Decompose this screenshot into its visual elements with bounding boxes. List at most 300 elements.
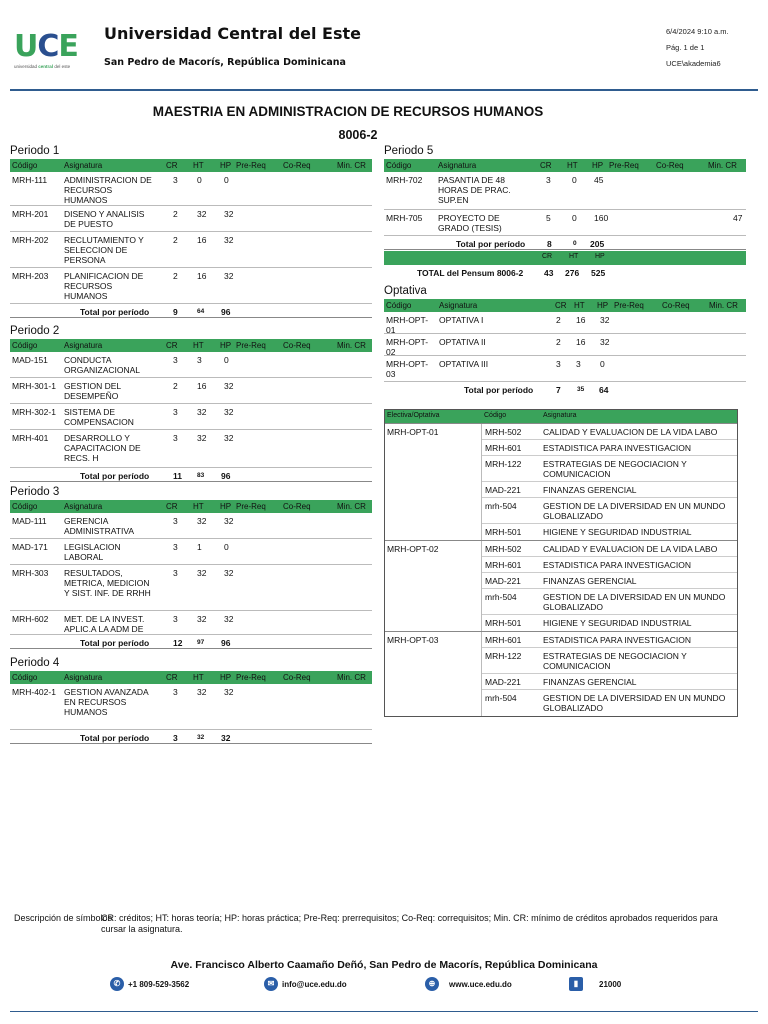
period-1-header [10,159,372,172]
course-subject: LEGISLACION LABORAL [64,542,121,562]
course-row[interactable] [10,565,372,611]
course-cr: 3 [173,687,178,697]
optativa-title: Optativa [384,285,427,297]
electiva-row[interactable] [482,632,737,648]
optativa-cr: 2 [556,315,561,325]
course-code: MRH-303 [12,568,49,578]
optativa-subject: OPTATIVA III [439,359,489,369]
course-ht: 32 [197,614,207,624]
print-datetime: 6/4/2024 9:10 a.m. [666,27,729,36]
optativa-cr: 2 [556,337,561,347]
total-label: Total por período [80,733,150,743]
electivas-body [385,423,737,716]
total-label: Total por período [80,471,150,481]
course-cr: 2 [173,381,178,391]
course-ht: 16 [197,271,207,281]
period-5-header-subject: Asignatura [438,161,477,170]
course-min-cr: 47 [733,213,743,223]
optativa-block [384,283,746,396]
course-ht: 32 [197,687,207,697]
optativa-hp: 0 [600,359,605,369]
period-1-header-code: Código [12,161,38,170]
course-code: MAD-151 [12,355,48,365]
electiva-row[interactable] [482,648,737,674]
pensum-total-cr: 43 [544,268,554,278]
mailbox-icon: ▮ [569,977,583,991]
course-row[interactable] [10,268,372,304]
electiva-code: MAD-221 [485,677,521,687]
course-subject: RECLUTAMIENTO Y SELECCION DE PERSONA [64,235,144,265]
course-hp: 32 [224,407,234,417]
phone-text: +1 809-529-3562 [128,979,190,989]
total-hp: 96 [221,471,231,481]
period-3-total [10,635,372,649]
electiva-code: MRH-601 [485,443,522,453]
email-text: info@uce.edu.do [282,979,347,989]
course-code: MRH-203 [12,271,49,281]
period-3-header-hp: HP [220,502,232,511]
course-subject: SISTEMA DE COMPENSACION [64,407,134,427]
optativa-row[interactable] [384,312,746,334]
electivas-table [384,409,738,717]
electiva-row[interactable] [482,482,737,498]
course-hp: 32 [224,568,234,578]
course-cr: 3 [173,568,178,578]
course-subject: GESTION DEL DESEMPEÑO [64,381,121,401]
electivas-header-subject: Asignatura [543,412,577,419]
electiva-group [385,423,737,540]
course-ht: 0 [572,213,577,223]
electiva-row[interactable] [482,573,737,589]
electiva-code: mrh-504 [485,592,517,602]
electiva-subject: GESTION DE LA DIVERSIDAD EN UN MUNDO GLOBALIZADO [543,501,726,521]
course-hp: 32 [224,235,234,245]
electiva-code: MAD-221 [485,576,521,586]
electiva-code: MRH-122 [485,651,522,661]
total-label: Total por período [80,307,150,317]
period-5 [384,143,746,250]
course-hp: 32 [224,614,234,624]
period-5-header-ht: HT [567,161,578,170]
course-row[interactable] [10,172,372,206]
course-hp: 32 [224,381,234,391]
total-hp: 64 [599,385,609,395]
electiva-group-items [481,424,737,540]
email-icon: ✉ [264,977,278,991]
period-4-header-hp: HP [220,673,232,682]
course-ht: 32 [197,209,207,219]
total-cr: 7 [556,385,561,395]
electiva-subject: CALIDAD Y EVALUACION DE LA VIDA LABO [543,544,718,554]
course-subject: PROYECTO DE GRADO (TESIS) [438,213,502,233]
optativa-header-min_cr: Min. CR [709,301,738,310]
course-code: MRH-702 [386,175,423,185]
period-3-header-ht: HT [193,502,204,511]
course-code: MRH-302-1 [12,407,56,417]
electiva-code: MAD-221 [485,485,521,495]
course-subject: GERENCIA ADMINISTRATIVA [64,516,135,536]
optativa-header [384,299,746,312]
course-subject: DESARROLLO Y CAPACITACION DE RECS. H [64,433,141,463]
course-ht: 16 [197,381,207,391]
period-2-header-subject: Asignatura [64,341,103,350]
optativa-header-subject: Asignatura [439,301,478,310]
optativa-header-coreq: Co-Req [662,301,690,310]
period-1-title: Periodo 1 [10,145,60,157]
header-rule [10,89,758,91]
electiva-row[interactable] [482,541,737,557]
electiva-subject: GESTION DE LA DIVERSIDAD EN UN MUNDO GLOBALIZADO [543,693,726,713]
pensum-total-label: TOTAL del Pensum 8006-2 [417,268,524,278]
period-1-header-subject: Asignatura [64,161,103,170]
total-ht: 32 [197,734,205,741]
course-row[interactable] [10,430,372,468]
course-subject: RESULTADOS, METRICA, MEDICION Y SIST. INF. DE RRHH [64,568,151,598]
optativa-code: MRH-OPT-02 [386,337,429,357]
course-code: MRH-401 [12,433,49,443]
course-row[interactable] [10,206,372,232]
electiva-code: MRH-501 [485,618,522,628]
electivas-header-group: Electiva/Optativa [387,412,440,419]
period-4-header-cr: CR [166,673,178,682]
electiva-row[interactable] [482,557,737,573]
course-subject: MET. DE LA INVEST. APLIC.A LA ADM DE [64,614,145,634]
course-code: MRH-111 [12,175,48,185]
course-ht: 32 [197,433,207,443]
total-ht: 97 [197,639,205,646]
course-subject: DISENO Y ANALISIS DE PUESTO [64,209,145,229]
period-2-header-coreq: Co-Req [283,341,311,350]
period-2-header-prereq: Pre-Req [236,341,266,350]
course-cr: 3 [546,175,551,185]
optativa-ht: 3 [576,359,581,369]
period-5-header-hp: HP [592,161,604,170]
period-2-header-hp: HP [220,341,232,350]
postal-text: 21000 [599,979,622,989]
optativa-header-ht: HT [574,301,585,310]
course-code: MAD-111 [12,516,47,526]
optativa-code: MRH-OPT-03 [386,359,429,379]
optativa-ht: 16 [576,315,586,325]
total-ht: 83 [197,472,205,479]
optativa-row[interactable] [384,356,746,382]
course-hp: 32 [224,271,234,281]
phone-icon: ✆ [110,977,124,991]
electiva-row[interactable] [482,440,737,456]
period-4-total [10,730,372,744]
course-hp: 32 [224,516,234,526]
uce-logo [14,29,86,76]
course-code: MRH-301-1 [12,381,56,391]
course-code: MRH-202 [12,235,49,245]
period-2-header-code: Código [12,341,38,350]
course-cr: 3 [173,542,178,552]
course-subject: CONDUCTA ORGANIZACIONAL [64,355,141,375]
electiva-subject: ESTRATEGIAS DE NEGOCIACION Y COMUNICACION [543,459,687,479]
course-hp: 0 [224,355,229,365]
period-2-header-ht: HT [193,341,204,350]
course-ht: 32 [197,407,207,417]
optativa-header-hp: HP [597,301,609,310]
course-cr: 3 [173,175,178,185]
electiva-group-items [481,632,737,716]
course-cr: 3 [173,407,178,417]
website-text: www.uce.edu.do [449,979,512,989]
period-3-header-min_cr: Min. CR [337,502,366,511]
optativa-ht: 16 [576,337,586,347]
footer-address: Ave. Francisco Alberto Caamaño Deñó, San Pedro de Macorís, República Dominicana [170,959,598,971]
electiva-row[interactable] [482,498,737,524]
period-4-title: Periodo 4 [10,657,60,669]
course-cr: 2 [173,235,178,245]
legend-text: CR: créditos; HT: horas teoría; HP: horas práctica; Pre-Req: prerrequisitos; Co-Req: correquisitos; Min. CR: mínimo de créditos aprobados requeridos para cursar la asignatura. [101,913,718,934]
period-5-header-cr: CR [540,161,552,170]
period-1-header-coreq: Co-Req [283,161,311,170]
period-1-header-cr: CR [166,161,178,170]
course-code: MRH-705 [386,213,423,223]
period-1-total [10,304,372,318]
period-5-title: Periodo 5 [384,145,434,157]
period-2-header-min_cr: Min. CR [337,341,366,350]
course-code: MAD-171 [12,542,48,552]
electiva-subject: ESTRATEGIAS DE NEGOCIACION Y COMUNICACION [543,651,687,671]
period-4-header-prereq: Pre-Req [236,673,266,682]
course-hp: 0 [224,542,229,552]
total-label: Total por período [456,239,526,249]
legend-label: Descripción de símbolos [14,913,113,923]
total-label: Total por período [80,638,150,648]
course-subject: PASANTIA DE 48 HORAS DE PRAC. SUP.EN [438,175,511,205]
course-row[interactable] [10,684,372,730]
electiva-row[interactable] [482,690,737,716]
course-cr: 3 [173,614,178,624]
course-row[interactable] [10,352,372,378]
total-ht: 35 [577,386,585,393]
footer-rule [10,1011,758,1012]
electivas-header-code: Código [484,412,507,419]
electiva-group [385,631,737,716]
optativa-hp: 32 [600,315,610,325]
course-ht: 0 [197,175,202,185]
course-ht: 32 [197,568,207,578]
university-location: San Pedro de Macorís, República Dominicana [104,57,346,68]
electiva-group-name: MRH-OPT-03 [387,635,439,645]
course-row[interactable] [10,232,372,268]
electiva-row[interactable] [482,524,737,540]
period-2-title: Periodo 2 [10,325,60,337]
electiva-subject: ESTADISTICA PARA INVESTIGACION [543,635,691,645]
period-3-header-subject: Asignatura [64,502,103,511]
optativa-subject: OPTATIVA I [439,315,484,325]
footer-postal [569,976,621,992]
course-hp: 32 [224,687,234,697]
print-meta [666,24,729,72]
period-5-header-prereq: Pre-Req [609,161,639,170]
course-subject: GESTION AVANZADA EN RECURSOS HUMANOS [64,687,149,717]
optativa-header-cr: CR [555,301,567,310]
period-4-header-ht: HT [193,673,204,682]
period-1 [10,143,372,318]
footer-email[interactable] [264,976,347,992]
period-1-header-hp: HP [220,161,232,170]
course-row[interactable] [10,611,372,635]
total-cr: 12 [173,638,183,648]
period-5-header [384,159,746,172]
pensum-total-hp: 525 [591,268,606,278]
course-ht: 1 [197,542,202,552]
course-ht: 0 [572,175,577,185]
pensum-total-header [384,251,746,265]
period-1-header-ht: HT [193,161,204,170]
electiva-group-name: MRH-OPT-02 [387,544,439,554]
total-hp: 96 [221,307,231,317]
electiva-row[interactable] [482,589,737,615]
electiva-subject: ESTADISTICA PARA INVESTIGACION [543,443,691,453]
period-4-header-min_cr: Min. CR [337,673,366,682]
optativa-hp: 32 [600,337,610,347]
program-title: MAESTRIA EN ADMINISTRACION DE RECURSOS HUMANOS [152,104,544,119]
course-code: MRH-602 [12,614,49,624]
period-5-header-code: Código [386,161,412,170]
period-4-header-code: Código [12,673,38,682]
period-4-header-subject: Asignatura [64,673,103,682]
logo-letters: UCE [14,29,78,64]
electiva-code: MRH-502 [485,544,522,554]
total-cr: 3 [173,733,178,743]
optativa-code: MRH-OPT-01 [386,315,429,335]
pensum-total-ht: 276 [565,268,580,278]
period-2-header [10,339,372,352]
footer-phone[interactable] [110,976,189,992]
electiva-subject: HIGIENE Y SEGURIDAD INDUSTRIAL [543,527,692,537]
total-hp: 32 [221,733,231,743]
optativa-header-code: Código [386,301,412,310]
period-3 [10,484,372,649]
electivas-header [385,410,737,423]
course-row[interactable] [10,404,372,430]
period-3-header-cr: CR [166,502,178,511]
university-name: Universidad Central del Este [104,24,362,43]
optativa-cr: 3 [556,359,561,369]
user-name: UCE\akademia6 [666,59,721,68]
period-4-header-coreq: Co-Req [283,673,311,682]
electiva-row[interactable] [482,456,737,482]
total-ht: 64 [197,308,205,315]
electiva-code: mrh-504 [485,501,517,511]
period-4-header [10,671,372,684]
electiva-subject: CALIDAD Y EVALUACION DE LA VIDA LABO [543,427,718,437]
period-1-header-min_cr: Min. CR [337,161,366,170]
electiva-row[interactable] [482,424,737,440]
period-3-header [10,500,372,513]
electiva-group-name: MRH-OPT-01 [387,427,439,437]
course-subject: ADMINISTRACION DE RECURSOS HUMANOS [64,175,152,205]
program-code: 8006-2 [338,128,378,142]
optativa-total [384,382,746,396]
course-hp: 160 [594,213,609,223]
optativa-row[interactable] [384,334,746,356]
period-5-header-coreq: Co-Req [656,161,684,170]
globe-icon: ⊕ [425,977,439,991]
electiva-subject: FINANZAS GERENCIAL [543,677,637,687]
course-row[interactable] [384,210,746,236]
pensum-header-cr: CR [542,253,553,260]
electiva-row[interactable] [482,674,737,690]
logo-letter-c: C [37,29,59,64]
course-code: MRH-201 [12,209,49,219]
course-subject: PLANIFICACION DE RECURSOS HUMANOS [64,271,144,301]
course-row[interactable] [10,378,372,404]
total-ht: 0 [573,240,577,247]
course-cr: 5 [546,213,551,223]
course-row[interactable] [10,539,372,565]
electiva-code: mrh-504 [485,693,517,703]
electiva-subject: HIGIENE Y SEGURIDAD INDUSTRIAL [543,618,692,628]
period-4 [10,655,372,744]
electiva-group [385,540,737,631]
period-2 [10,323,372,482]
optativa-subject: OPTATIVA II [439,337,486,347]
period-3-header-coreq: Co-Req [283,502,311,511]
course-ht: 32 [197,516,207,526]
electiva-code: MRH-601 [485,560,522,570]
electiva-subject: FINANZAS GERENCIAL [543,576,637,586]
optativa-header-prereq: Pre-Req [614,301,644,310]
electiva-code: MRH-601 [485,635,522,645]
pensum-header-ht: HT [569,253,579,260]
electiva-subject: GESTION DE LA DIVERSIDAD EN UN MUNDO GLOBALIZADO [543,592,726,612]
period-5-total [384,236,746,250]
period-3-title: Periodo 3 [10,486,60,498]
course-cr: 3 [173,433,178,443]
course-hp: 45 [594,175,604,185]
course-row[interactable] [384,172,746,210]
total-cr: 11 [173,471,182,481]
course-row[interactable] [10,513,372,539]
period-5-header-min_cr: Min. CR [708,161,737,170]
electiva-subject: FINANZAS GERENCIAL [543,485,637,495]
total-cr: 8 [547,239,552,249]
course-cr: 3 [173,516,178,526]
pensum-total-row [384,265,746,279]
footer-website[interactable] [425,976,512,992]
total-cr: 9 [173,307,178,317]
pensum-header-hp: HP [595,253,605,260]
course-hp: 32 [224,433,234,443]
period-3-header-prereq: Pre-Req [236,502,266,511]
course-ht: 3 [197,355,202,365]
course-cr: 3 [173,355,178,365]
electiva-row[interactable] [482,615,737,631]
course-cr: 2 [173,209,178,219]
course-code: MRH-402-1 [12,687,56,697]
page-number: Pág. 1 de 1 [666,43,705,52]
period-1-header-prereq: Pre-Req [236,161,266,170]
total-hp: 96 [221,638,231,648]
course-cr: 2 [173,271,178,281]
electiva-group-items [481,541,737,631]
logo-tagline: universidad central del este [14,64,71,69]
period-2-header-cr: CR [166,341,178,350]
electiva-code: MRH-502 [485,427,522,437]
total-label: Total por período [464,385,534,395]
electiva-code: MRH-122 [485,459,522,469]
electiva-code: MRH-501 [485,527,522,537]
period-3-header-code: Código [12,502,38,511]
period-2-total [10,468,372,482]
total-hp: 205 [590,239,605,249]
electiva-subject: ESTADISTICA PARA INVESTIGACION [543,560,691,570]
